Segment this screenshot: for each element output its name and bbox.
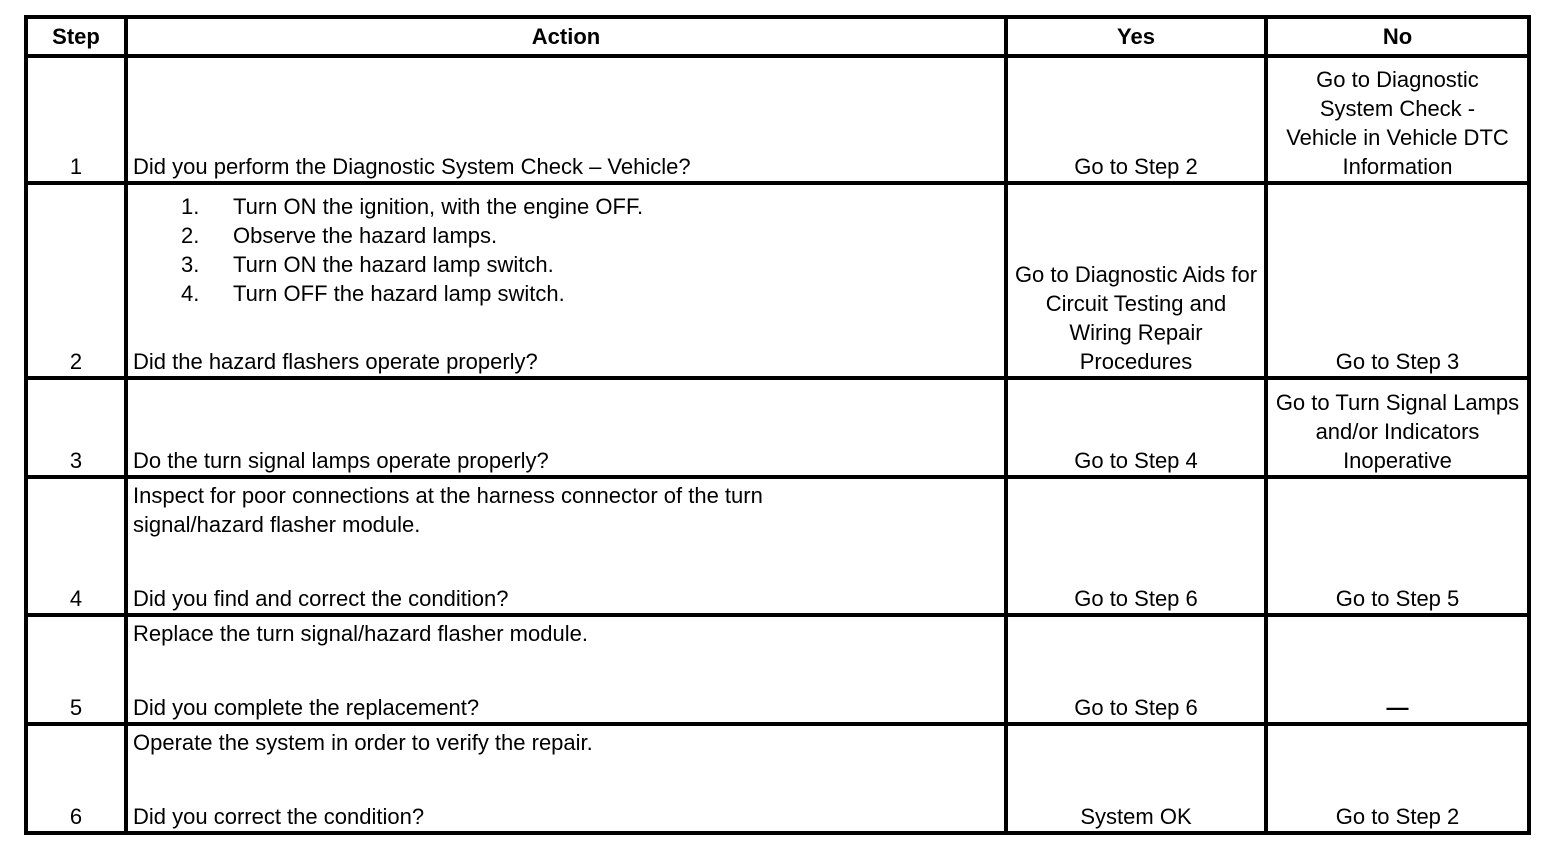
- no-result-text: Go to Diagnostic System Check - Vehicle in Vehicle DTC Information: [1286, 67, 1509, 179]
- header-yes: Yes: [1006, 17, 1266, 56]
- action-question: Did you complete the replacement?: [133, 695, 480, 720]
- step-number: 5: [26, 615, 126, 724]
- no-result: [1266, 56, 1529, 183]
- action-cell: [126, 615, 1006, 724]
- header-step: Step: [26, 17, 126, 56]
- yes-result: Go to Step 2: [1006, 56, 1266, 183]
- procedure-item: 2. Observe the hazard lamps.: [181, 223, 498, 248]
- yes-result: Go to Diagnostic Aids for Circuit Testing and Wiring Repair Procedures: [1006, 183, 1266, 378]
- action-question: Did you find and correct the condition?: [133, 586, 509, 611]
- action-question: Did you correct the condition?: [133, 804, 425, 829]
- step-number: 1: [26, 56, 126, 183]
- action-text: Replace the turn signal/hazard flasher module.: [133, 621, 588, 646]
- step-number: 6: [26, 724, 126, 833]
- table-row-step-6: [26, 724, 1529, 833]
- no-result: Go to Step 3: [1266, 183, 1529, 378]
- no-result: Go to Step 5: [1266, 477, 1529, 615]
- yes-result: Go to Step 4: [1006, 378, 1266, 477]
- action-text: Did you perform the Diagnostic System Check – Vehicle?: [133, 154, 691, 179]
- table-row-step-1: [26, 56, 1529, 183]
- action-text: Operate the system in order to verify the repair.: [133, 730, 593, 755]
- action-cell: [126, 378, 1006, 477]
- action-text: Inspect for poor connections at the harness connector of the turn signal/hazard flasher module.: [133, 483, 763, 537]
- action-text: Do the turn signal lamps operate properly?: [133, 448, 549, 473]
- action-cell: [126, 477, 1006, 615]
- table-row-step-4: [26, 477, 1529, 615]
- no-result: Go to Step 2: [1266, 724, 1529, 833]
- diagnostic-table: [24, 15, 1531, 835]
- procedure-item: 3. Turn ON the hazard lamp switch.: [181, 252, 554, 277]
- no-result: [1266, 378, 1529, 477]
- table-row-step-2: [26, 183, 1529, 378]
- step-number: 3: [26, 378, 126, 477]
- header-no: No: [1266, 17, 1529, 56]
- procedure-item: 1. Turn ON the ignition, with the engine OFF.: [181, 194, 644, 219]
- table-row-step-3: [26, 378, 1529, 477]
- action-cell: [126, 183, 1006, 378]
- header-row: [26, 17, 1529, 56]
- yes-result: Go to Step 6: [1006, 615, 1266, 724]
- action-cell: [126, 56, 1006, 183]
- no-result-text: Go to Turn Signal Lamps and/or Indicators Inoperative: [1275, 390, 1520, 473]
- action-cell: [126, 724, 1006, 833]
- procedure-list: [133, 187, 999, 308]
- no-result-dash: —: [1386, 695, 1409, 720]
- procedure-item: 4. Turn OFF the hazard lamp switch.: [181, 281, 565, 306]
- action-question: Did the hazard flashers operate properly?: [133, 349, 538, 374]
- table-row-step-5: [26, 615, 1529, 724]
- yes-result: Go to Step 6: [1006, 477, 1266, 615]
- yes-result: System OK: [1006, 724, 1266, 833]
- header-action: Action: [126, 17, 1006, 56]
- step-number: 2: [26, 183, 126, 378]
- no-result: [1266, 615, 1529, 724]
- step-number: 4: [26, 477, 126, 615]
